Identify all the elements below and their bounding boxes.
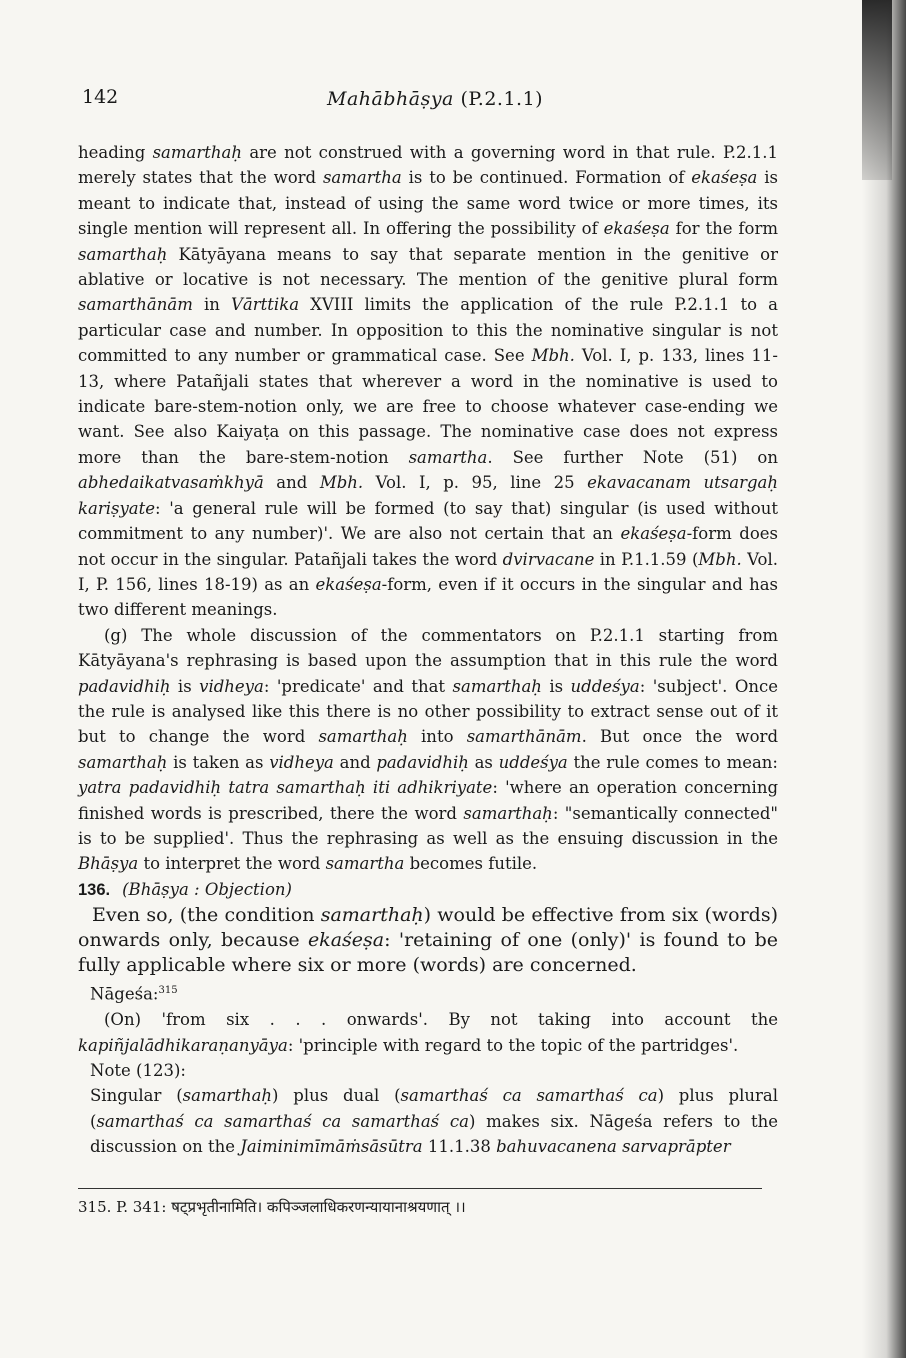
translation-paragraph: [78, 903, 778, 978]
note-heading: Note (123):: [90, 1060, 186, 1080]
text-run: ) makes six. Nāgeśa refers to the discussion on the: [90, 1111, 779, 1157]
paragraph-2: [78, 623, 778, 877]
text-run: for the form: [669, 219, 778, 239]
text-run: Even so, (the condition: [92, 904, 321, 927]
italic-term: ekaśeṣa: [315, 574, 382, 594]
text-run: ) would be effective from six (words) onwards only, because: [78, 904, 778, 952]
italic-term: Mbh.: [698, 549, 742, 569]
italic-term: samarthaḥ: [182, 1086, 273, 1106]
scan-shadow-top: [862, 0, 892, 180]
running-title-ref: (P.2.1.1): [460, 88, 544, 110]
italic-term: samarthaḥ: [152, 143, 242, 162]
italic-term: samarthaḥ: [320, 904, 424, 927]
text-run: . But once the word: [581, 727, 779, 747]
text-run: heading: [78, 143, 153, 162]
text-run: is to be continued. Formation of: [401, 168, 692, 188]
italic-term: samarthānām: [78, 295, 193, 315]
italic-term: Mbh.: [531, 346, 575, 366]
text-run: : 'a general rule will be formed (to say that) singular (is used without commitment to any number)'. We are also not certain that an: [78, 498, 778, 544]
italic-term: samarthaḥ: [452, 676, 542, 696]
italic-term: samartha: [408, 447, 488, 467]
section-label: (Bhāṣya : Objection): [122, 879, 292, 899]
text-run: is: [170, 676, 200, 696]
italic-term: samarthaḥ: [318, 727, 408, 747]
italic-term: uddeśya: [498, 752, 568, 772]
page-number: 142: [82, 86, 119, 108]
text-run: Singular (: [90, 1086, 183, 1106]
text-run: -form does not occur in the singular. Patañjali takes the word: [78, 524, 779, 569]
text-run: is meant to indicate that, instead of using the same word twice or more times, its single mention will represent all. In offering the possibility of: [78, 168, 778, 239]
italic-term: samarthānām: [466, 727, 582, 747]
text-run: the rule comes to mean:: [567, 752, 778, 772]
italic-term: uddeśya: [570, 676, 640, 696]
text-run: : 'subject'. Once the rule is analysed like this there is no other possibility to extract sense out of it but to change the word: [78, 676, 779, 747]
footnote-ref: 315: [158, 985, 178, 997]
text-run: (On) 'from six . . . onwards'. By not taking into account the: [104, 1010, 778, 1030]
text-run: XVIII limits the application of the rule P.2.1.1 to a particular case and number. In opposition to this the nominative singular is not committed to any number or grammatical case. See: [78, 295, 778, 366]
footnote: [78, 1196, 778, 1218]
italic-term: samarthaḥ: [463, 803, 553, 823]
italic-term: ekaśeṣa: [603, 219, 670, 239]
italic-term: bahuvacanena sarvaprāpter: [496, 1137, 731, 1157]
section-number: 136.: [78, 880, 111, 899]
text-run: ) plus plural (: [90, 1086, 778, 1131]
text-run: Vol. I, P. 156, lines 18-19) as an: [78, 549, 778, 594]
text-run: : 'where an operation concerning finished words is prescribed, there the word: [78, 778, 779, 823]
text-run: ) plus dual (: [272, 1086, 401, 1106]
section-heading: [78, 877, 778, 903]
italic-term: Mbh.: [319, 473, 364, 493]
text-run: and: [263, 473, 320, 493]
italic-term: Bhāṣya: [78, 854, 139, 874]
italic-term: samartha: [322, 168, 402, 188]
italic-term: vidheya: [199, 676, 264, 696]
italic-term: padavidhiḥ: [78, 676, 171, 696]
italic-term: yatra padavidhiḥ tatra samarthaḥ iti adhikriyate: [78, 778, 493, 798]
nagesa-heading: [90, 978, 778, 1007]
italic-term: samarthaś ca samarthaś ca: [400, 1086, 658, 1106]
text-run: . See further Note (51) on: [487, 447, 778, 467]
italic-term: ekaśeṣa: [691, 168, 758, 188]
italic-term: ekavacanam utsargaḥ kariṣyate: [78, 473, 778, 518]
italic-term: abhedaikatvasaṁkhyā: [78, 473, 264, 493]
text-run: becomes futile.: [404, 854, 538, 874]
footnote-rule: [78, 1188, 762, 1189]
text-run: to interpret the word: [138, 854, 326, 874]
text-run: in P.1.1.59 (: [594, 549, 699, 569]
scan-shadow: [862, 0, 906, 1358]
text-run: : "semantically connected" is to be supplied'. Thus the rephrasing as well as the ensuing discussion in the: [78, 803, 778, 848]
text-run: as: [468, 752, 499, 772]
italic-term: samarthaś ca samarthaś ca samarthaś ca: [96, 1111, 469, 1131]
text-run: -form, even if it occurs in the singular and has two different meanings.: [78, 574, 778, 620]
italic-term: ekaśeṣa: [307, 929, 385, 952]
italic-term: kapiñjalādhikaraṇanyāya: [78, 1035, 288, 1055]
footnote-label: 315. P. 341:: [78, 1198, 167, 1216]
note-paragraph: [90, 1083, 778, 1159]
text-run: and: [333, 752, 377, 772]
running-title-text: Mahābhāṣya: [327, 88, 454, 110]
text-run: (g) The whole discussion of the commentators on P.2.1.1 starting from Kātyāyana's rephrasing is based upon the assumption that in this rule the word: [78, 625, 778, 671]
nagesa-paragraph: [78, 1007, 778, 1058]
italic-term: padavidhiḥ: [376, 752, 469, 772]
nagesa-label: Nāgeśa:: [90, 984, 159, 1004]
text-run: Vol. I, p. 133, lines 11-13, where Patañjali states that wherever a word in the nominative is used to indicate bare-stem-notion only, we are free to choose whatever case-ending we want. See also Kaiyaṭa on this passage. The nominative case does not express more than the bare-stem-notion: [78, 346, 778, 467]
text-run: is taken as: [167, 752, 270, 772]
italic-term: samarthaḥ: [78, 752, 168, 772]
text-run: : 'retaining of one (only)' is found to be fully applicable where six or more (words) are concerned.: [78, 929, 778, 977]
text-run: are not construed with a governing word in that rule. P.2.1.1 merely states that the word: [78, 143, 778, 188]
text-run: in: [192, 295, 232, 315]
text-run: Kātyāyana means to say that separate mention in the genitive or ablative or locative is not necessary. The mention of the genitive plural form: [78, 244, 778, 290]
body-text: [78, 140, 778, 1160]
text-run: : 'predicate' and that: [263, 676, 453, 696]
italic-term: samarthaḥ: [78, 244, 168, 264]
running-head: [82, 86, 802, 116]
text-run: Vol. I, p. 95, line 25: [363, 473, 588, 493]
text-run: into: [407, 727, 467, 747]
italic-term: dvirvacane: [502, 549, 595, 569]
italic-term: Jaiminimīmāṁsāsūtra: [240, 1137, 423, 1157]
text-run: 11.1.38: [422, 1137, 497, 1157]
italic-term: vidheya: [269, 752, 334, 772]
text-run: is: [541, 676, 571, 696]
italic-term: ekaśeṣa: [620, 524, 687, 544]
running-title: [327, 88, 543, 110]
text-run: : 'principle with regard to the topic of the partridges'.: [287, 1035, 739, 1055]
paragraph-1: [78, 140, 778, 623]
italic-term: Vārttika: [231, 295, 300, 315]
italic-term: samartha: [325, 854, 405, 874]
footnote-devanagari: षट्प्रभृतीनामिति। कपिञ्जलाधिकरणन्यायानाश्रयणात् ।।: [171, 1198, 466, 1216]
